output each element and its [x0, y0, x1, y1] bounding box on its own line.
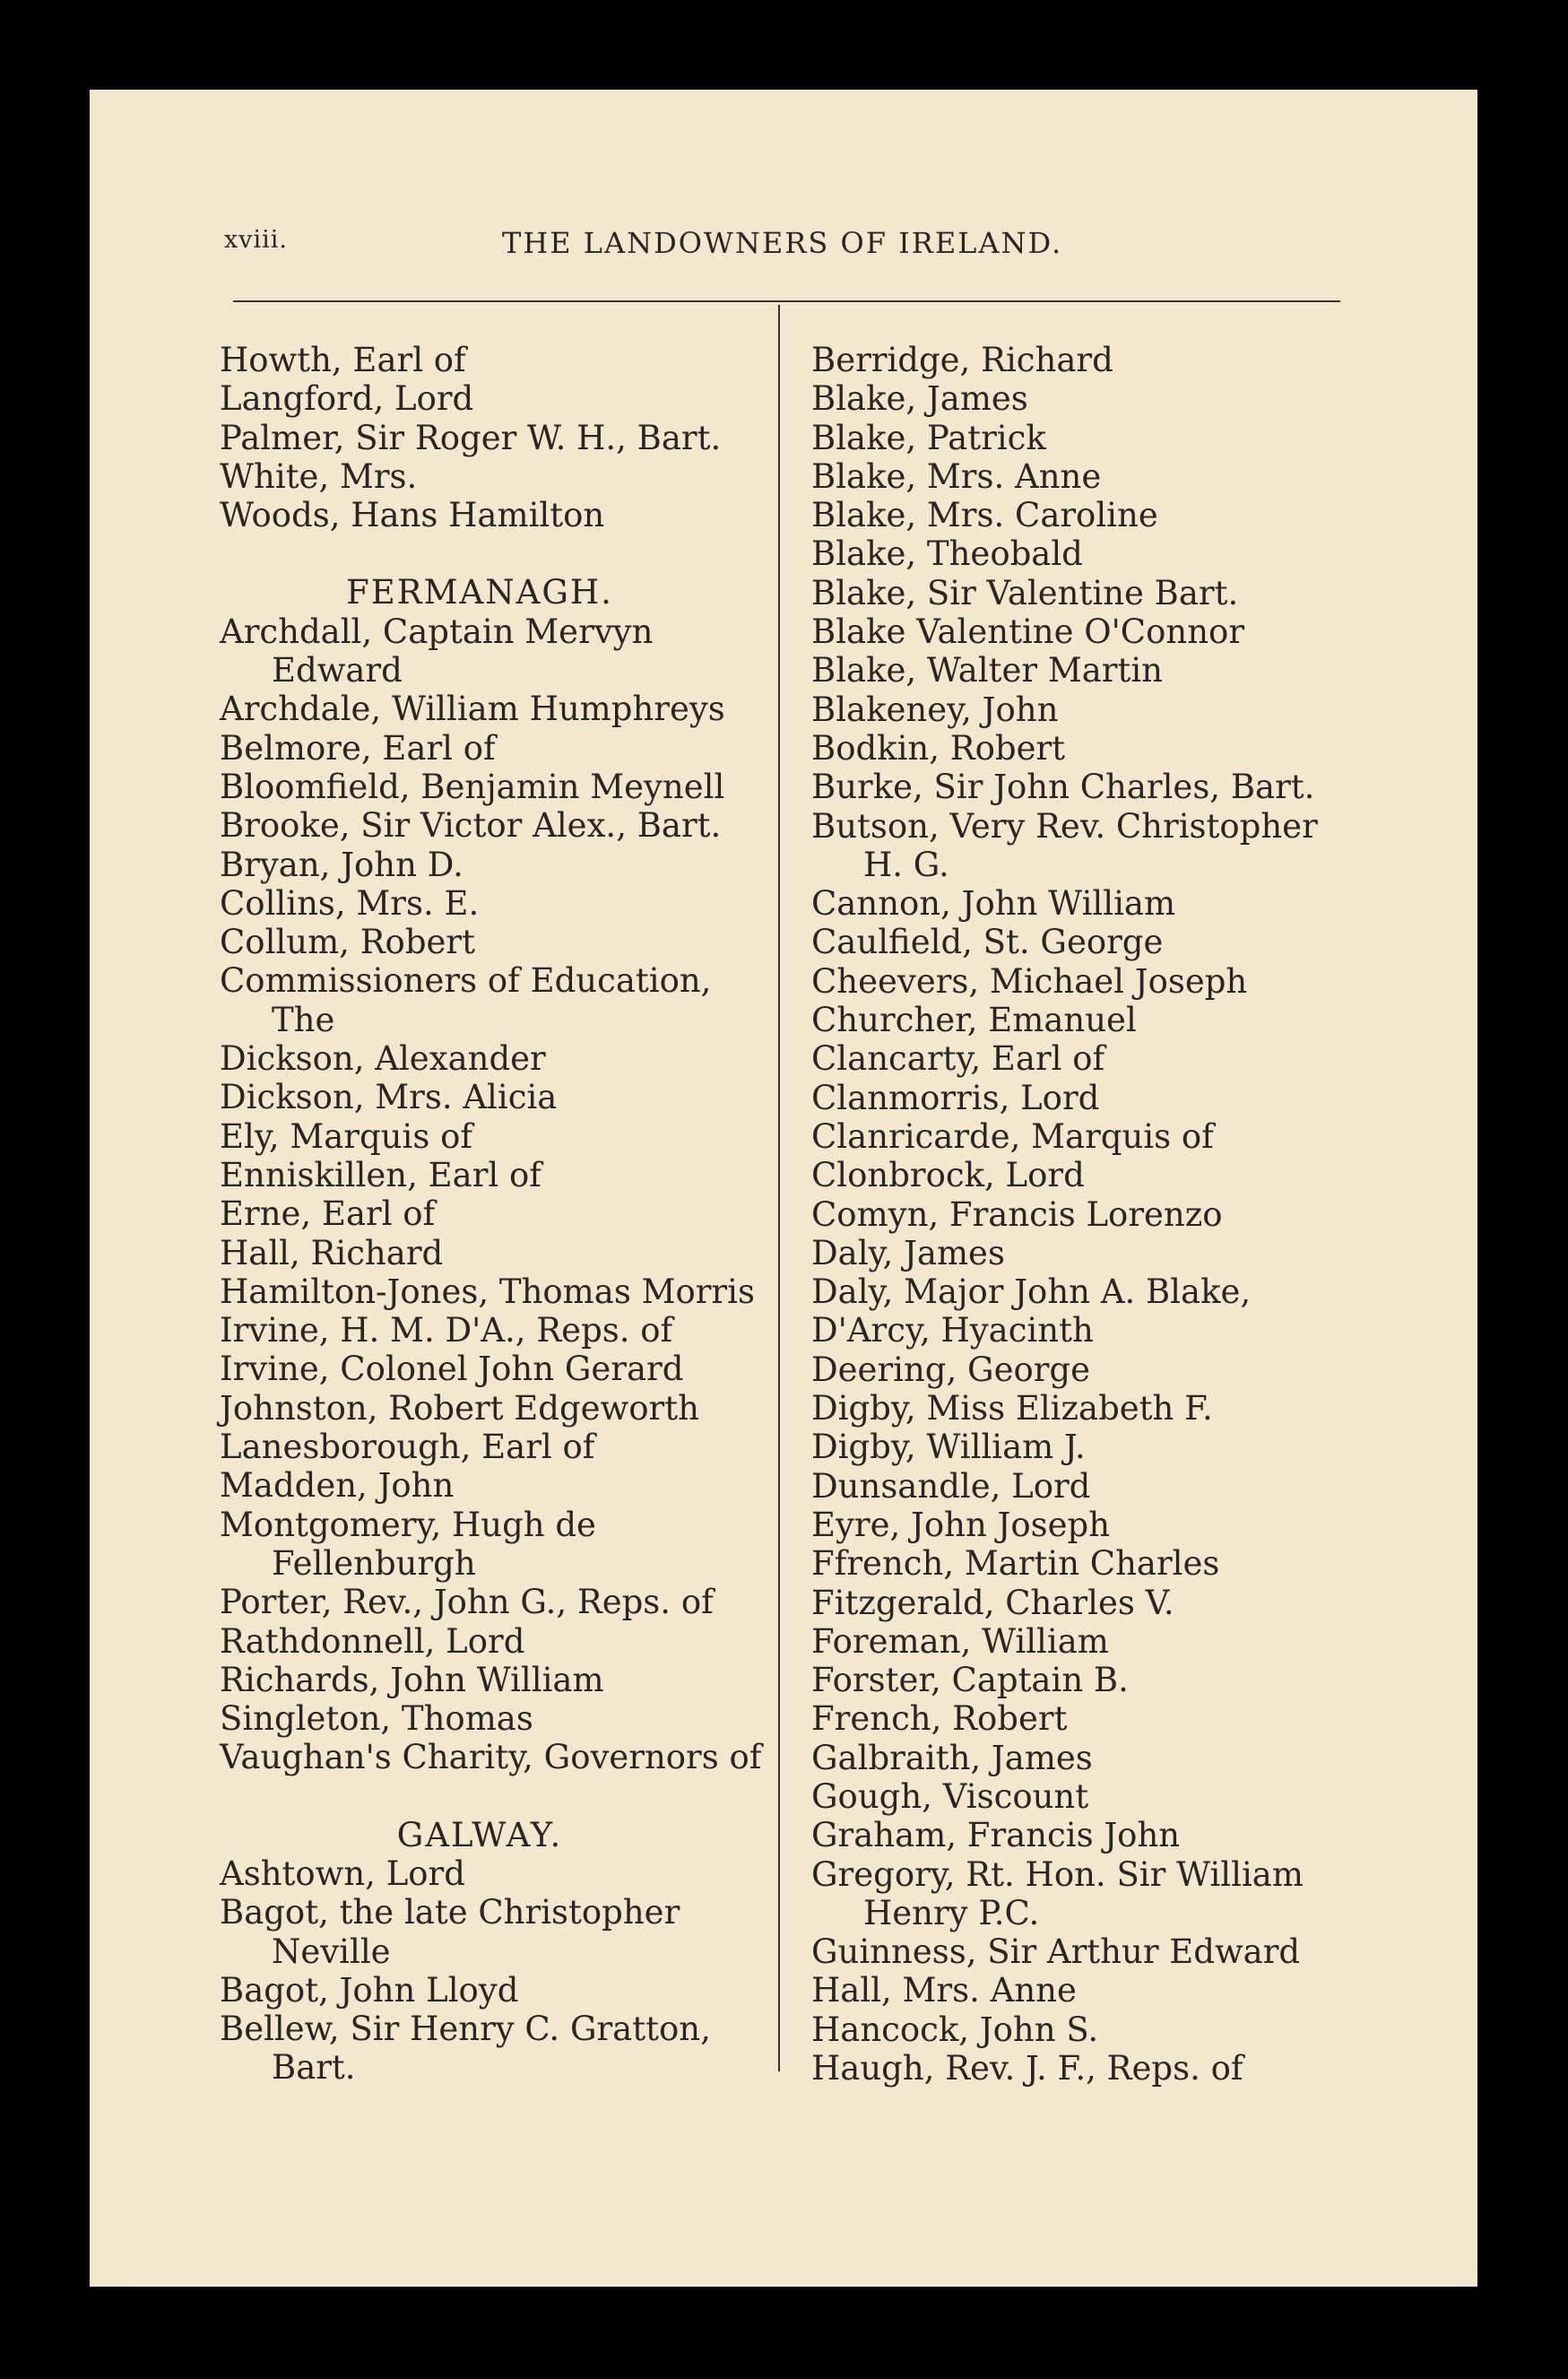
list-item: Blakeney, John — [811, 690, 1059, 729]
list-item: Comyn, Francis Lorenzo — [811, 1194, 1223, 1234]
list-item: Blake, Patrick — [811, 418, 1046, 457]
book-page — [90, 90, 1477, 2287]
list-item: Guinness, Sir Arthur Edward — [811, 1932, 1301, 1972]
list-item: Archdall, Captain Mervyn Edward — [220, 612, 654, 690]
list-item: Clanmorris, Lord — [811, 1078, 1100, 1117]
list-item: Collum, Robert — [220, 923, 475, 962]
list-item: Bodkin, Robert — [811, 728, 1066, 768]
list-item: Porter, Rev., John G., Reps. of — [220, 1583, 714, 1622]
list-item: Cheevers, Michael Joseph — [811, 961, 1248, 1001]
list-item: Montgomery, Hugh de Fellenburgh — [220, 1505, 596, 1583]
list-item: Ely, Marquis of — [220, 1116, 473, 1156]
list-item: Irvine, Colonel John Gerard — [220, 1350, 684, 1389]
list-item: White, Mrs. — [220, 456, 418, 496]
list-item: Ffrench, Martin Charles — [811, 1544, 1220, 1584]
list-item: Ashtown, Lord — [220, 1854, 465, 1893]
list-item: Churcher, Emanuel — [811, 1001, 1137, 1040]
list-item: Clanricarde, Marquis of — [811, 1116, 1214, 1156]
list-item: Digby, William J. — [811, 1428, 1086, 1467]
list-item: Galbraith, James — [811, 1738, 1093, 1777]
list-item: Hamilton-Jones, Thomas Morris — [220, 1272, 755, 1311]
list-item: Richards, John William — [220, 1660, 604, 1699]
list-item: French, Robert — [811, 1699, 1068, 1739]
entry-list-right — [811, 341, 1367, 2088]
list-item: Collins, Mrs. E. — [220, 883, 480, 923]
list-item: Fitzgerald, Charles V. — [811, 1583, 1174, 1622]
page-number: xviii. — [224, 226, 288, 254]
list-item: Blake, Sir Valentine Bart. — [811, 573, 1239, 612]
running-head — [90, 226, 1477, 280]
list-item: Lanesborough, Earl of — [220, 1428, 595, 1467]
list-item: Forster, Captain B. — [811, 1661, 1129, 1700]
list-item: Foreman, William — [811, 1621, 1109, 1661]
list-item: Commissioners of Education, The — [220, 961, 712, 1039]
list-item: Langford, Lord — [220, 379, 474, 419]
list-item: Gough, Viscount — [811, 1776, 1089, 1816]
entry-list-galway — [220, 1854, 758, 2088]
list-item: Rathdonnell, Lord — [220, 1621, 525, 1661]
list-item: Dickson, Alexander — [220, 1039, 546, 1079]
list-item: Butson, Very Rev. Christopher H. G. — [811, 806, 1318, 884]
county-heading-galway: GALWAY. — [396, 1815, 563, 1854]
list-item: Bagot, John Lloyd — [220, 1970, 519, 2010]
list-item: Bagot, the late Christopher Neville — [220, 1893, 680, 1971]
list-item: D'Arcy, Hyacinth — [811, 1311, 1094, 1350]
left-column — [220, 341, 762, 2088]
list-item: Daly, Major John A. Blake, — [811, 1272, 1252, 1312]
list-item: Hall, Richard — [220, 1233, 444, 1272]
list-item: Bloomfield, Benjamin Meynell — [220, 767, 725, 806]
list-item: Belmore, Earl of — [220, 728, 496, 768]
list-item: Vaughan's Charity, Governors of — [220, 1738, 762, 1777]
list-item: Madden, John — [220, 1466, 455, 1506]
list-item: Berridge, Richard — [811, 341, 1113, 379]
list-item: Graham, Francis John — [811, 1816, 1181, 1855]
list-item: Eyre, John Joseph — [811, 1505, 1111, 1544]
list-item: Blake, Walter Martin — [811, 651, 1164, 690]
list-item: Daly, James — [811, 1233, 1005, 1272]
list-item: Cannon, John William — [811, 884, 1176, 924]
list-item: Blake Valentine O'Connor — [811, 612, 1245, 652]
list-item: Blake, Mrs. Caroline — [811, 496, 1158, 535]
list-item: Archdale, William Humphreys — [220, 690, 725, 729]
header-rule — [233, 300, 1340, 302]
list-item: Clonbrock, Lord — [811, 1156, 1085, 1195]
list-item: Singleton, Thomas — [220, 1699, 533, 1739]
list-item: Gregory, Rt. Hon. Sir William Henry P.C. — [811, 1854, 1304, 1932]
list-item: Palmer, Sir Roger W. H., Bart. — [220, 418, 722, 457]
page-title: THE LANDOWNERS OF IRELAND. — [502, 226, 1063, 260]
list-item: Hancock, John S. — [811, 2010, 1099, 2049]
list-item: Bryan, John D. — [220, 845, 463, 884]
entry-list-fermanagh — [220, 612, 762, 1777]
list-item: Burke, Sir John Charles, Bart. — [811, 768, 1315, 807]
list-item: Howth, Earl of — [220, 341, 466, 379]
list-item: Irvine, H. M. D'A., Reps. of — [220, 1311, 673, 1350]
list-item: Dunsandle, Lord — [811, 1466, 1091, 1506]
list-item: Dickson, Mrs. Alicia — [220, 1078, 558, 1117]
list-item: Deering, George — [811, 1350, 1091, 1389]
list-item: Digby, Miss Elizabeth F. — [811, 1389, 1213, 1428]
list-item: Blake, James — [811, 379, 1028, 419]
list-item: Haugh, Rev. J. F., Reps. of — [811, 2049, 1243, 2088]
list-item: Blake, Mrs. Anne — [811, 456, 1102, 496]
list-item: Erne, Earl of — [220, 1194, 436, 1234]
entry-list-top — [220, 341, 758, 534]
list-item: Enniskillen, Earl of — [220, 1155, 541, 1194]
list-item: Hall, Mrs. Anne — [811, 1971, 1077, 2010]
list-item: Woods, Hans Hamilton — [220, 496, 605, 535]
column-divider — [778, 305, 780, 2071]
list-item: Caulfield, St. George — [811, 923, 1164, 962]
county-heading-fermanagh: FERMANAGH. — [346, 573, 613, 612]
list-item: Blake, Theobald — [811, 534, 1083, 574]
list-item: Clancarty, Earl of — [811, 1039, 1105, 1079]
list-item: Johnston, Robert Edgeworth — [220, 1388, 699, 1428]
list-item: Brooke, Sir Victor Alex., Bart. — [220, 806, 722, 846]
list-item: Bellew, Sir Henry C. Gratton, Bart. — [220, 2010, 711, 2088]
right-column — [811, 341, 1367, 2088]
